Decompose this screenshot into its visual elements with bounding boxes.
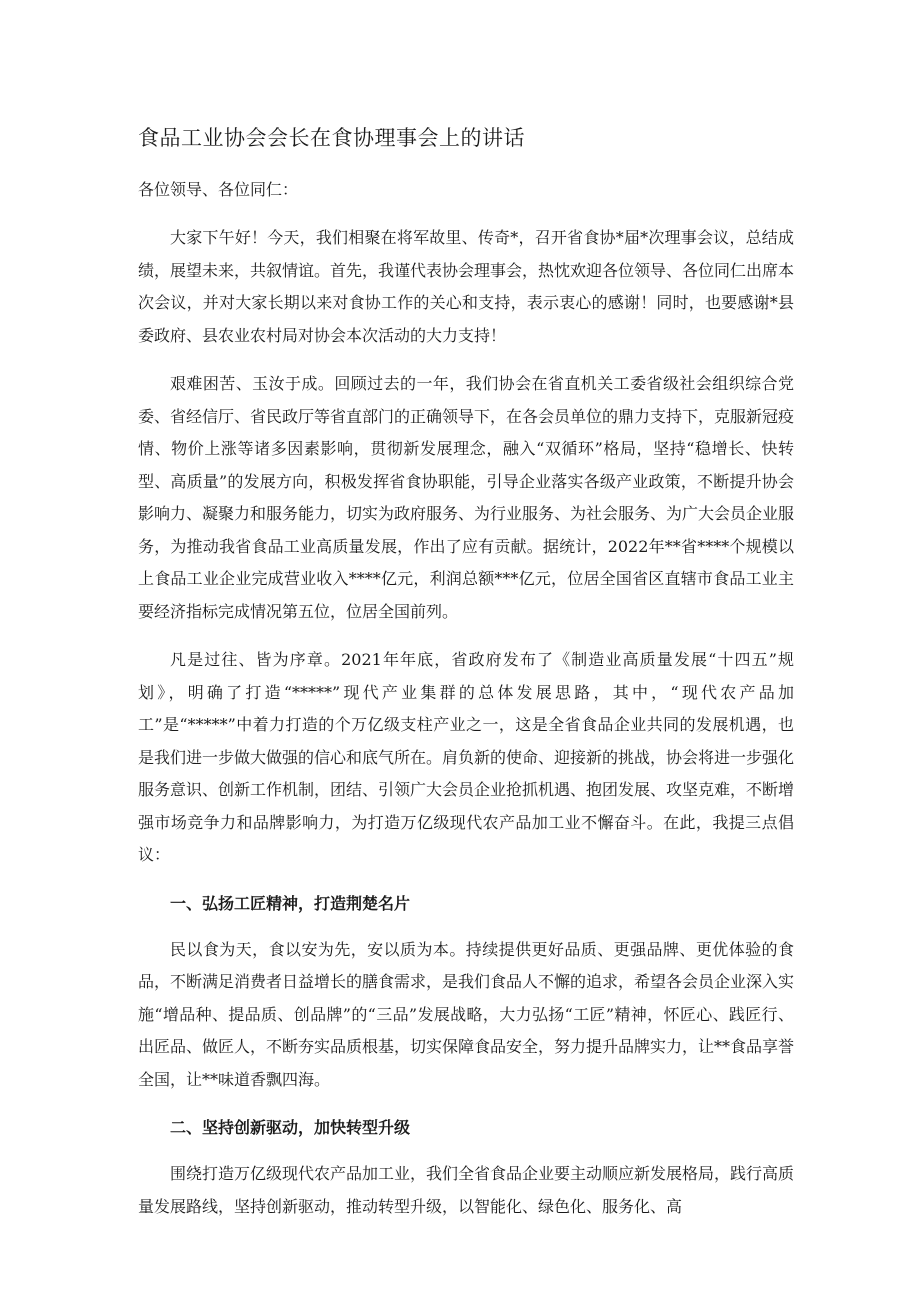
section-body-1: 民以食为天，食以安为先，安以质为本。持续提供更好品质、更强品牌、更优体验的食品，不断满足消费者日益增长的膳食需求，是我们食品人不懈的追求，希望各会员企业深入实施“增品种、提品质、创品牌”的“三品”发展战略，大力弘扬“工匠”精神，怀匠心、践匠行、出匠品、做匠人，不断夯实品质根基，切实保障食品安全，努力提升品牌实力，让**食品享誉全国，让**味道香飘四海。 [138, 939, 795, 1089]
document-page [138, 118, 794, 1239]
paragraph-outlook: 凡是过往、皆为序章。2021年年底，省政府发布了《制造业高质量发展“十四五”规划》，明确了打造“*****”现代产业集群的总体发展思路，其中，“现代农产品加工”是“*****”中着力打造的个万亿级支柱产业之一，这是全省食品企业共同的发展机遇，也是我们进一步做大做强的信心和底气所在。肩负新的使命、迎接新的挑战，协会将进一步强化服务意识、创新工作机制，团结、引领广大会员企业抢抓机遇、抱团发展、攻坚克难，不断增强市场竞争力和品牌影响力，为打造万亿级现代农产品加工业不懈奋斗。在此，我提三点倡议： [138, 650, 795, 864]
salutation: 各位领导、各位同仁： [138, 180, 299, 199]
paragraph-review: 艰难困苦、玉汝于成。回顾过去的一年，我们协会在省直机关工委省级社会组织综合党委、省经信厅、省民政厅等省直部门的正确领导下，在各会员单位的鼎力支持下，克服新冠疫情、物价上涨等诸多因素影响，贯彻新发展理念，融入“双循环”格局，坚持“稳增长、快转型、高质量”的发展方向，积极发挥省食协职能，引导企业落实各级产业政策，不断提升协会影响力、凝聚力和服务能力，切实为政府服务、为行业服务、为社会服务、为广大会员企业服务，为推动我省食品工业高质量发展，作出了应有贡献。据统计，2022年**省****个规模以上食品工业企业完成营业收入****亿元，利润总额***亿元，位居全国省区直辖市食品工业主要经济指标完成情况第五位，位居全国前列。 [138, 374, 795, 621]
section-heading-2: 二、坚持创新驱动，加快转型升级 [170, 1118, 411, 1137]
section-body-2: 围绕打造万亿级现代农产品加工业，我们全省食品企业要主动顺应新发展格局，践行高质量发展路线，坚持创新驱动，推动转型升级，以智能化、绿色化、服务化、高 [138, 1164, 795, 1216]
paragraph-opening: 大家下午好！今天，我们相聚在将军故里、传奇*，召开省食协*届*次理事会议，总结成绩，展望未来，共叙情谊。首先，我谨代表协会理事会，热忱欢迎各位领导、各位同仁出席本次会议，并对大家长期以来对食协工作的关心和支持，表示衷心的感谢！同时，也要感谢*县委政府、县农业农村局对协会本次活动的大力支持！ [138, 228, 795, 345]
section-heading-1: 一、弘扬工匠精神，打造荆楚名片 [170, 893, 411, 913]
document-title: 食品工业协会会长在食协理事会上的讲话 [138, 126, 525, 150]
